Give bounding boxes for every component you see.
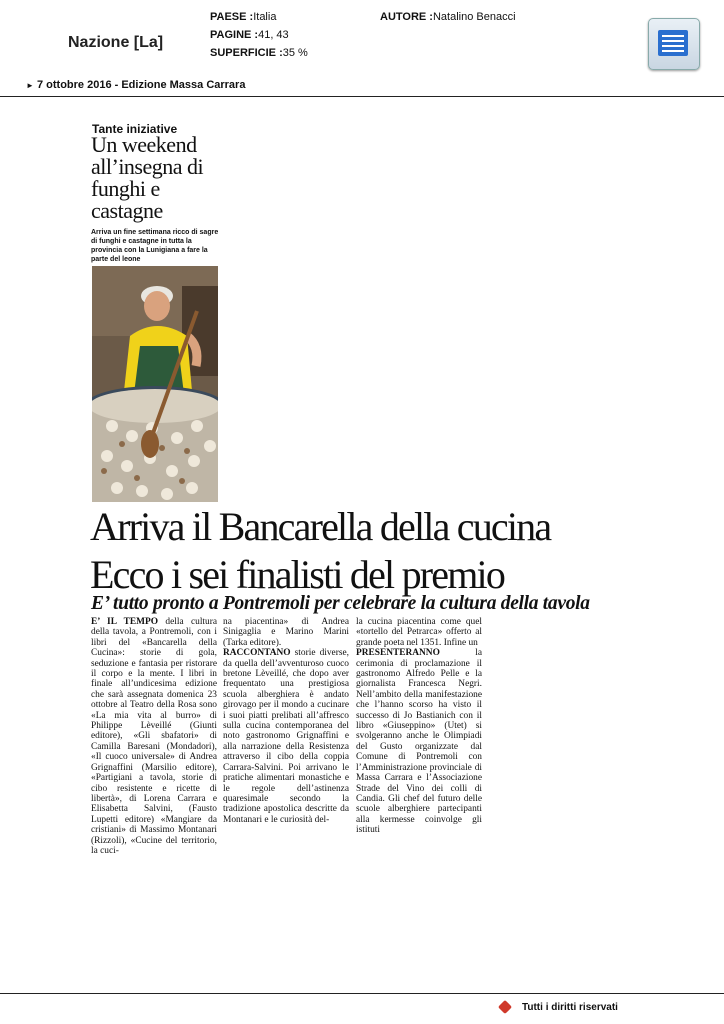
col1-text: della cultura della tavola, a Pontremoli, con i libri del «Bancarella della Cucina»: storie di gola, seduzione e fantasia per ristorare il corpo e la mente. I libri in finale all’undicesima edizione che sarà assegnata domenica 23 ottobre al Teatro della Rosa sono «La mia vita al burro» di Philippe Lèveillé (Giunti editore), «Gli sbafatori» di Camilla Baresani (Mondadori), «Il cuoco universale» di Andrea Grignaffini (Marsilio editore), «Partigiani a tavola, storie di cibo resistente e ricette di libertà», di Lorena Carrara e Elisabetta Salvini, (Fausto Lupetti editore) «Mangiare da cristiani» di Massimo Montanari (Rizzoli), «Cucine del territorio, la cuci- <box>91 617 218 856</box>
article-headline <box>90 503 550 599</box>
sidebar-summary: Arriva un fine settimana ricco di sagre di funghi e castagne in tutta la provincia con la Lunigiana a fare la parte del leone <box>91 229 219 263</box>
author-block <box>380 8 516 26</box>
pagine-value: 41, 43 <box>258 29 289 41</box>
pagine-label: PAGINE : <box>210 29 259 41</box>
headline-line-2: Ecco i sei finalisti del premio <box>90 552 505 597</box>
article-photo <box>92 266 218 502</box>
dateline-text: 7 ottobre 2016 - Edizione Massa Carrara <box>36 79 246 91</box>
paese-label: PAESE : <box>210 11 254 23</box>
article-column-3 <box>356 617 482 836</box>
paese-value: Italia <box>253 11 277 23</box>
autore-value: Natalino Benacci <box>432 11 516 23</box>
sidebar-headline: Un weekend all’insegna di funghi e castagne <box>91 132 204 223</box>
col3-lead: PRESENTERANNO <box>356 648 440 659</box>
publication-name: Nazione [La] <box>68 34 164 51</box>
article-column-1 <box>91 617 217 856</box>
copyright-icon <box>498 1000 512 1014</box>
newspaper-icon[interactable] <box>648 18 700 70</box>
col3-text-a: la cucina piacentina come quel «tortello del Petrarca» offerto al grande poeta nel 1351. Infine un <box>356 617 482 648</box>
arrow-icon: ► <box>26 81 34 90</box>
header-divider <box>0 96 724 97</box>
sidebar-kicker: Tante iniziative <box>92 122 178 136</box>
col1-lead: E’ IL TEMPO <box>91 617 159 627</box>
rights-reserved: Tutti i diritti riservati <box>522 1002 618 1013</box>
col2-lead: RACCONTANO <box>223 648 291 659</box>
superficie-value: 35 % <box>282 47 308 59</box>
col3-text-b: la cerimonia di proclamazione il gastronomo Alfredo Pelle e la giornalista Francesca Negri. Nell’ambito della manifestazione che l’hanno scorso ha visto il successo di Jo Bastianich con il libro «Giuseppino» (Utet) si svolgeranno anche le Olimpiadi del Gusto organizzate dal Comune di Pontremoli con l’Amministrazione provinciale di Massa Carrara e l’Associazione Strade del Vino dei colli di Candia. Gli chef del futuro delle scuole alberghiere partecipanti alla kermesse coinvolge gli istituti <box>356 648 482 836</box>
col2-text-a: na piacentina» di Andrea Sinigaglia e Marino Marini (Tarka editore). <box>223 617 349 648</box>
meta-block <box>210 8 308 62</box>
superficie-label: SUPERFICIE : <box>210 47 283 59</box>
article-subhead: E’ tutto pronto a Pontremoli per celebrare la cultura della tavola <box>91 593 590 614</box>
article-column-2 <box>223 617 349 825</box>
footer-divider <box>0 993 724 994</box>
col2-text-b: storie diverse, da quella dell’avventuroso cuoco bretone Lèveillé, che dopo aver frequentato una prestigiosa scuola alberghiera è andato girovago per il mondo a cucinare i suoi piatti prelibati all’affresco sulla cucina contemporanea del noto gastronomo Grignaffini e alla narrazione della Resistenza attraverso il cibo della coppia Carrara-Salvini. Poi arrivano le pratiche alimentari monastiche e le regole dell’astinenza quaresimale secondo la tradizione apostolica descritte da Montanari e le curiosità del- <box>223 648 349 825</box>
dateline <box>26 79 245 91</box>
headline-line-1: Arriva il Bancarella della cucina <box>90 504 551 549</box>
autore-label: AUTORE : <box>380 11 433 23</box>
